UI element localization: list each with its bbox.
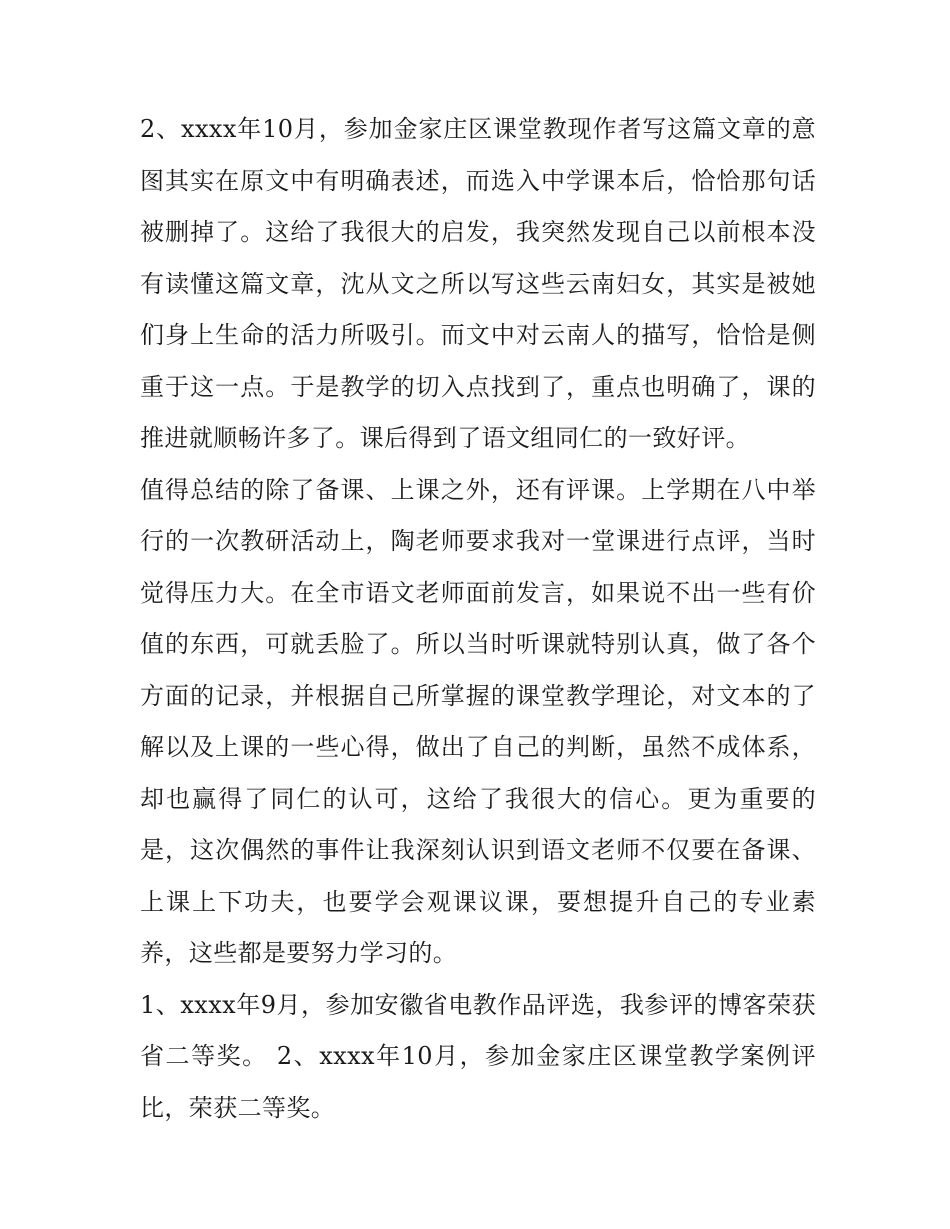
document-body [140,104,816,1134]
paragraph-awards: 1、xxxx年9月，参加安徽省电教作品评选，我参评的博客荣获省二等奖。 2、xxxx年10月，参加金家庄区课堂教学案例评比，荣获二等奖。 [140,990,816,1122]
paragraph-teaching-reflection: 2、xxxx年10月，参加金家庄区课堂教现作者写这篇文章的意图其实在原文中有明确表述，而选入中学课本后，恰恰那句话被删掉了。这给了我很大的启发，我突然发现自己以前根本没有读懂这篇文章，沈从文之所以写这些云南妇女，其实是被她们身上生命的活力所吸引。而文中对云南人的描写，恰恰是侧重于这一点。于是教学的切入点找到了，重点也明确了，课的推进就顺畅许多了。课后得到了语文组同仁的一致好评。 [140,115,816,452]
paragraph-lesson-evaluation: 值得总结的除了备课、上课之外，还有评课。上学期在八中举行的一次教研活动上，陶老师要求我对一堂课进行点评，当时觉得压力大。在全市语文老师面前发言，如果说不出一些有价值的东西，可就丢脸了。所以当时听课就特别认真，做了各个方面的记录，并根据自己所掌握的课堂教学理论，对文本的了解以及上课的一些心得，做出了自己的判断，虽然不成体系，却也赢得了同仁的认可，这给了我很大的信心。更为重要的是，这次偶然的事件让我深刻认识到语文老师不仅要在备课、上课上下功夫，也要学会观课议课，要想提升自己的专业素养，这些都是要努力学习的。 [140,475,816,967]
